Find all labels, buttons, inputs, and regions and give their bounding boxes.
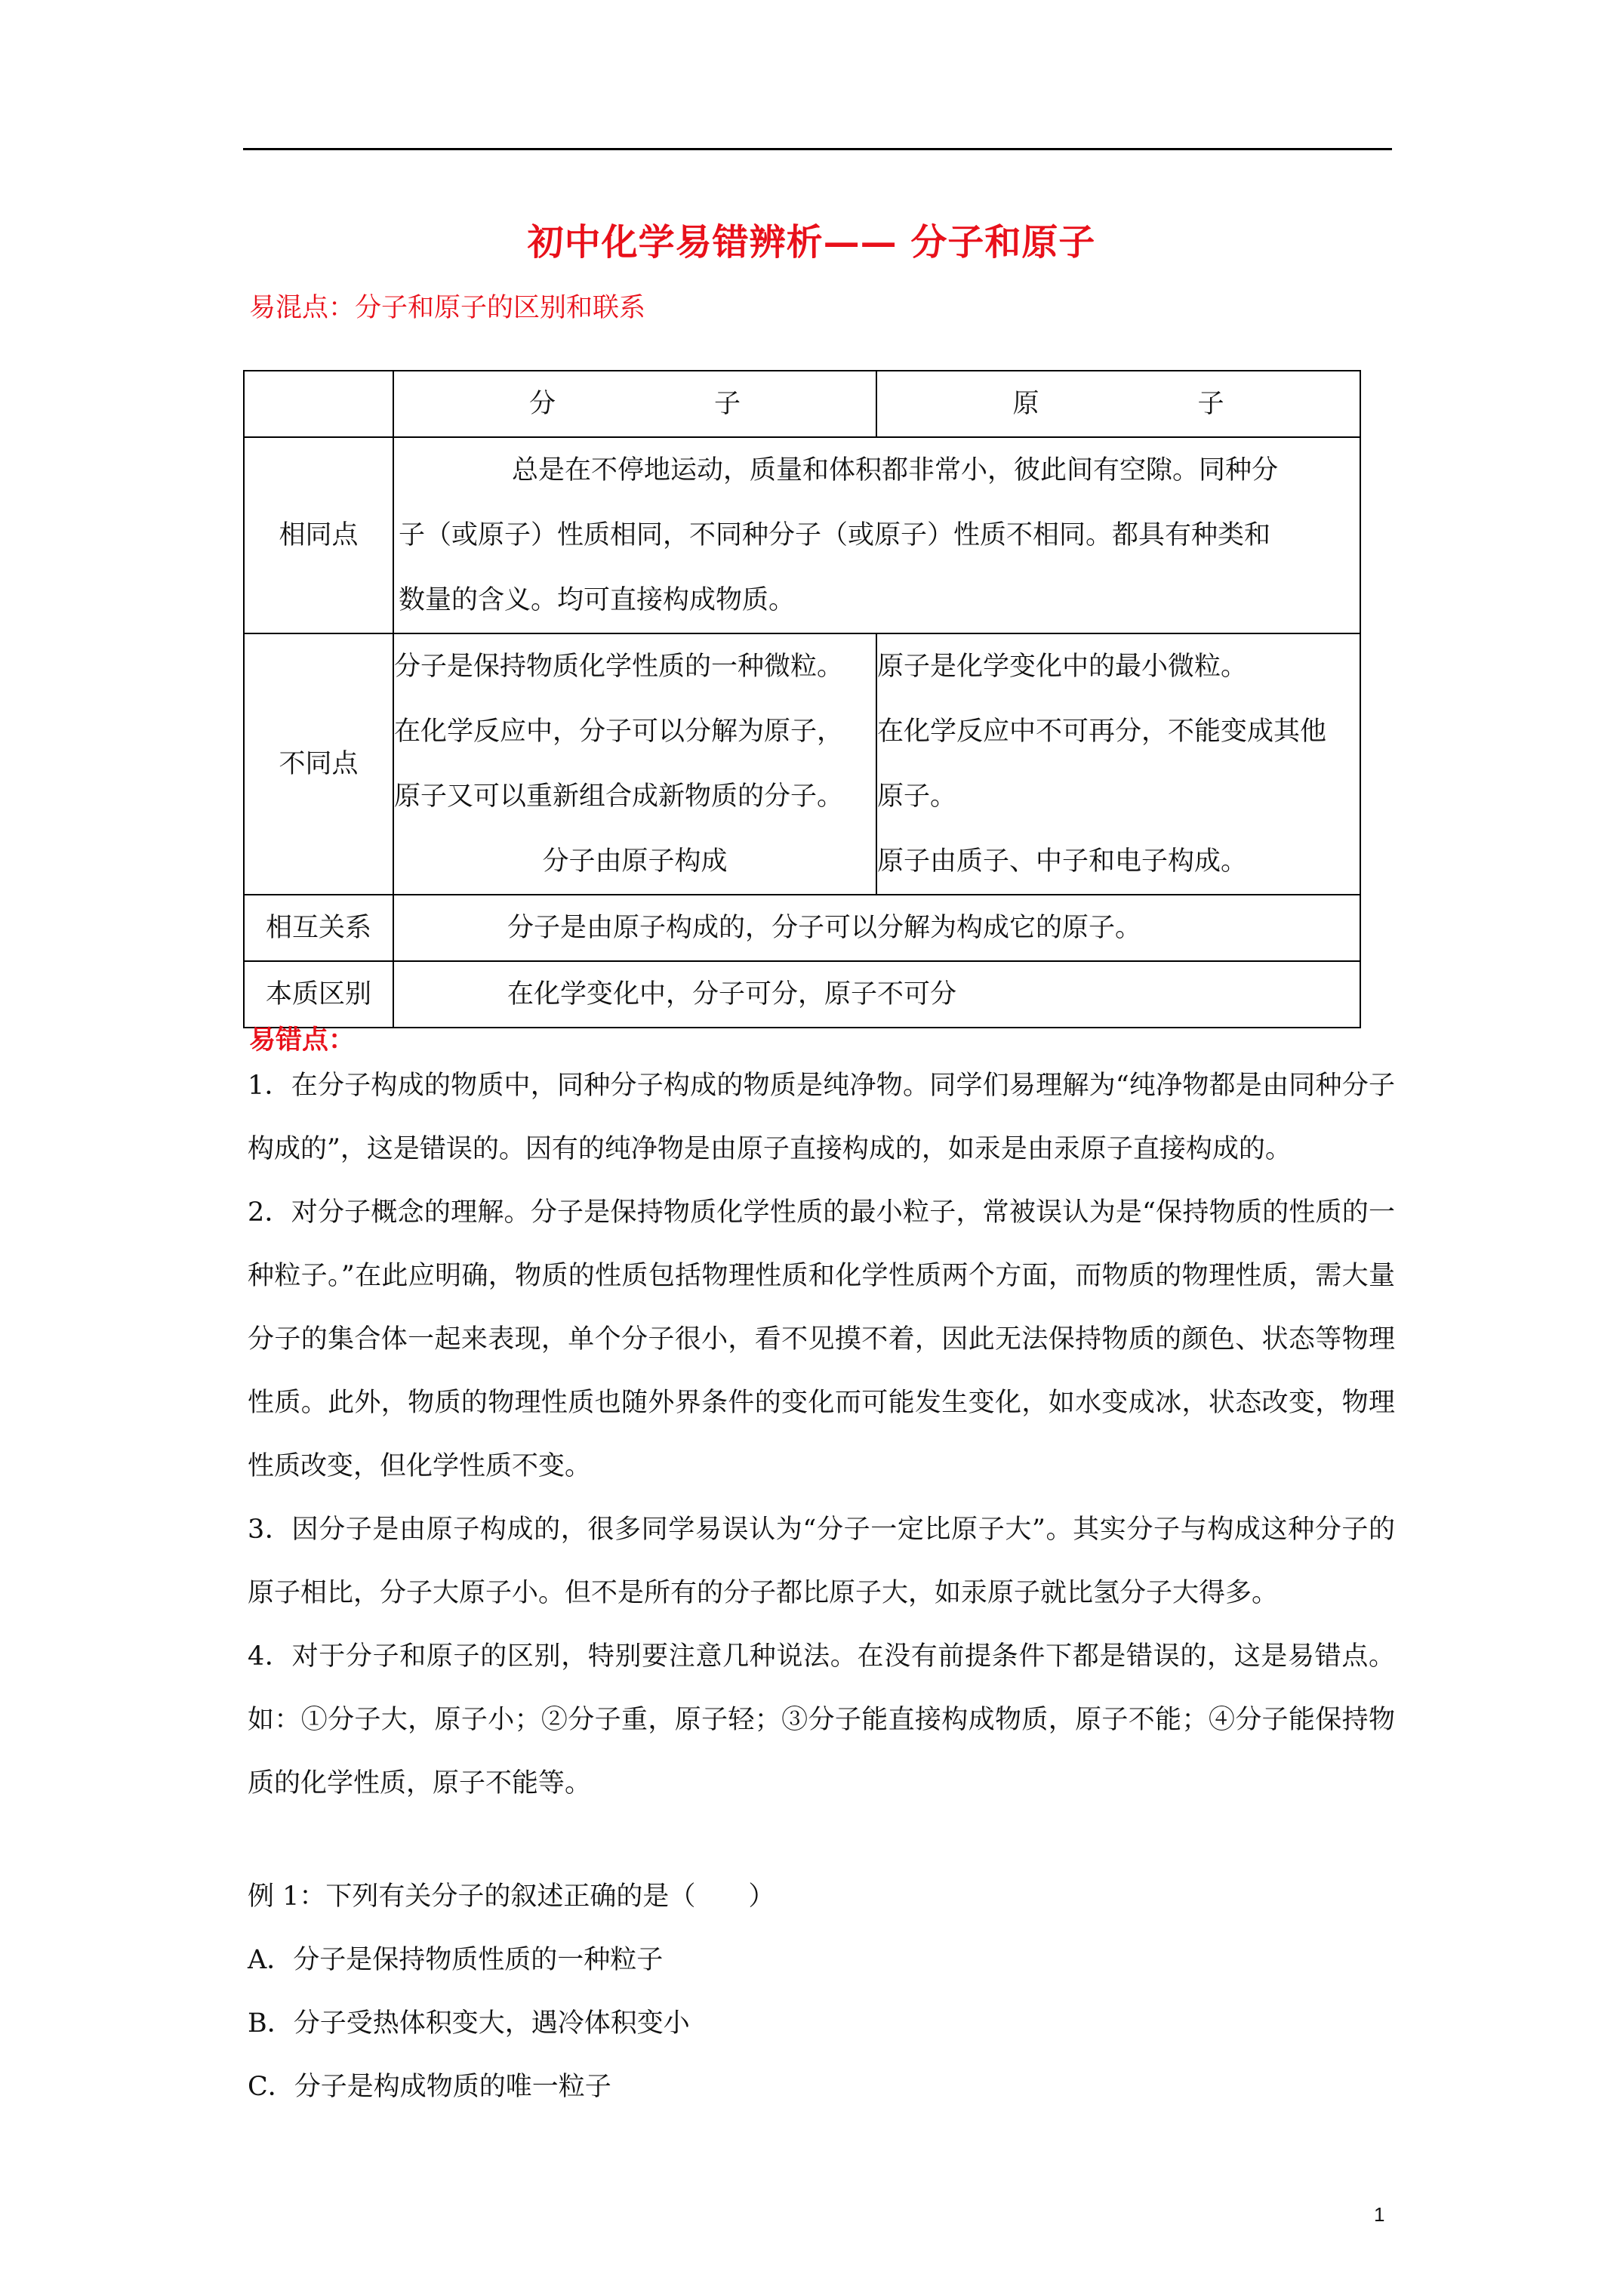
page-title: 初中化学易错辨析—— 分子和原子 [527,221,1096,264]
example-option-a: A．分子是保持物质性质的一种粒子 [248,1945,664,1975]
diff-atom-line-3: 原子。 [877,781,957,812]
relation-label: 相互关系 [244,895,393,961]
essence-row [244,961,1360,1028]
diff-molecule-line-2: 在化学反应中，分子可以分解为原子， [394,717,844,747]
comparison-table [243,370,1361,1028]
table-header-row [244,371,1360,437]
relation-row [244,895,1360,961]
header-empty-cell [244,371,393,437]
relation-text: 分子是由原子构成的，分子可以分解为构成它的原子。 [393,895,1360,961]
diff-atom-line-1: 原子是化学变化中的最小微粒。 [877,652,1248,682]
diff-molecule-cell [393,633,876,895]
example-option-c: C．分子是构成物质的唯一粒子 [248,2072,611,2102]
diff-atom-cell [876,633,1360,895]
error-point-1: 1．在分子构成的物质中，同种分子构成的物质是纯净物。同学们易理解为“纯净物都是由同种分子构成的”，这是错误的。因有的纯净物是由原子直接构成的，如汞是由汞原子直接构成的。 [248,1071,1395,1164]
example-option-b: B．分子受热体积变大，遇冷体积变小 [248,2008,690,2039]
error-heading: 易错点： [249,1025,356,1056]
error-point-4: 4．对于分子和原子的区别，特别要注意几种说法。在没有前提条件下都是错误的，这是易错点。如：①分子大，原子小；②分子重，原子轻；③分子能直接构成物质，原子不能；④分子能保持物质的化学性质，原子不能等。 [248,1641,1395,1798]
same-label: 相同点 [244,437,393,633]
essence-text: 在化学变化中，分子可分，原子不可分 [393,961,1360,1028]
diff-row [244,633,1360,895]
error-point-3: 3．因分子是由原子构成的，很多同学易误认为“分子一定比原子大”。其实分子与构成这种分子的原子相比，分子大原子小。但不是所有的分子都比原子大，如汞原子就比氢分子大得多。 [248,1515,1395,1608]
example-block [248,1865,1395,2119]
confusion-heading: 易混点：分子和原子的区别和联系 [249,293,646,323]
same-text [393,437,1360,633]
header-molecule: 分 子 [393,371,876,437]
page-number: 1 [1374,2203,1385,2226]
same-line-1: 总是在不停地运动，质量和体积都非常小，彼此间有空隙。同种分 [512,455,1279,485]
error-points [248,1054,1395,1815]
essence-label: 本质区别 [244,961,393,1028]
error-point-2: 2．对分子概念的理解。分子是保持物质化学性质的最小粒子，常被误认为是“保持物质的性质的一种粒子。”在此应明确，物质的性质包括物理性质和化学性质两个方面，而物质的物理性质，需大量分子的集合体一起来表现，单个分子很小，看不见摸不着，因此无法保持物质的颜色、状态等物理性质。此外，物质的物理性质也随外界条件的变化而可能发生变化，如水变成冰，状态改变，物理性质改变，但化学性质不变。 [248,1197,1395,1481]
diff-atom-line-4: 原子由质子、中子和电子构成。 [877,846,1248,877]
header-atom: 原 子 [876,371,1360,437]
same-row [244,437,1360,633]
same-line-2: 子（或原子）性质相同，不同种分子（或原子）性质不相同。都具有种类和 [399,520,1271,550]
diff-atom-line-2: 在化学反应中不可再分，不能变成其他 [877,717,1327,747]
diff-molecule-line-1: 分子是保持物质化学性质的一种微粒。 [394,652,844,682]
diff-label: 不同点 [244,633,393,895]
diff-molecule-line-3: 原子又可以重新组合成新物质的分子。 [394,781,844,812]
example-question: 例 1：下列有关分子的叙述正确的是（ ） [248,1881,775,1912]
header-rule [243,148,1392,150]
same-line-3: 数量的含义。均可直接构成物质。 [399,585,796,615]
diff-molecule-line-4: 分子由原子构成 [542,846,728,877]
